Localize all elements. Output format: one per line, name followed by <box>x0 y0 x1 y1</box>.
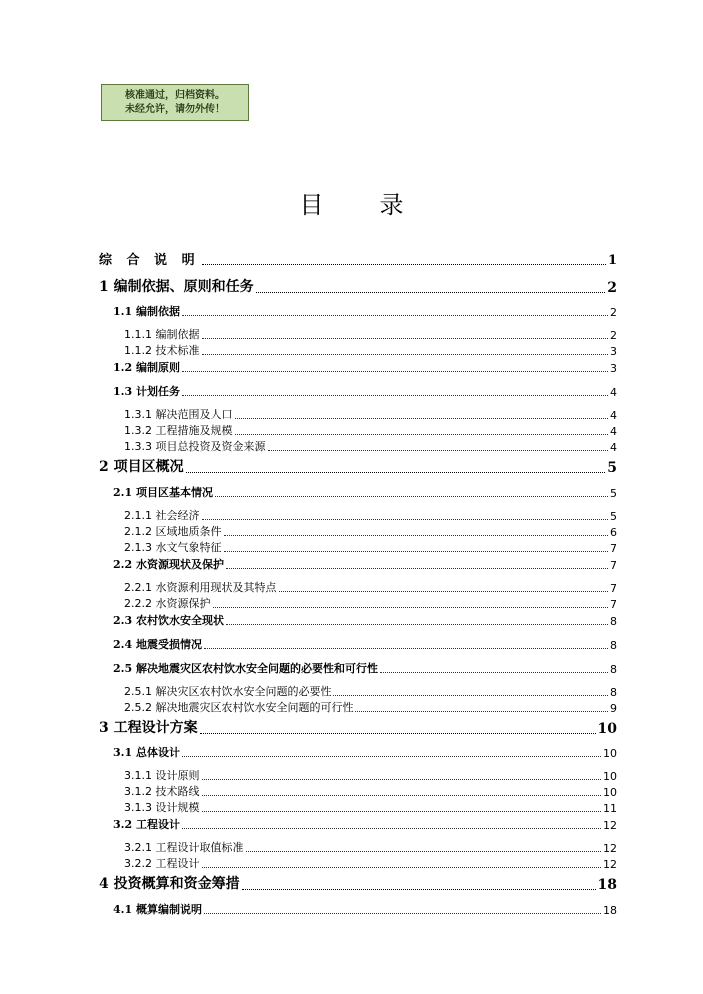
toc-entry[interactable] <box>99 276 617 296</box>
toc-entry-page: 4 <box>610 386 617 399</box>
toc-entry-label: 1.3.1 解决范围及人口 <box>124 408 233 421</box>
toc-entry-page: 3 <box>610 362 617 375</box>
toc-entry-page: 4 <box>610 425 617 438</box>
toc-entry-page: 6 <box>610 526 617 539</box>
toc-entry-page: 2 <box>610 306 617 319</box>
toc-entry-label: 2.5.1 解决灾区农村饮水安全问题的必要性 <box>124 685 332 698</box>
toc-entry[interactable] <box>124 343 617 358</box>
toc-entry-label: 3.2 工程设计 <box>113 818 180 831</box>
toc-entry-label: 1.1.1 编制依据 <box>124 328 200 341</box>
toc-entry-label: 1.2 编制原则 <box>113 361 180 374</box>
toc-entry[interactable] <box>124 407 617 422</box>
toc-dot-leader <box>256 291 606 293</box>
toc-entry-label: 2 项目区概况 <box>99 459 184 475</box>
toc-dot-leader <box>380 671 608 673</box>
toc-entry[interactable] <box>113 816 617 832</box>
toc-dot-leader <box>182 827 601 829</box>
toc-dot-leader <box>224 534 609 536</box>
toc-entry-page: 8 <box>610 615 617 628</box>
toc-dot-leader <box>202 337 609 339</box>
toc-entry-label: 2.3 农村饮水安全现状 <box>113 614 224 627</box>
toc-dot-leader <box>235 417 609 419</box>
toc-entry[interactable] <box>124 327 617 342</box>
toc-entry-label: 2.5.2 解决地震灾区农村饮水安全问题的可行性 <box>124 701 354 714</box>
toc-entry-page: 8 <box>610 663 617 676</box>
toc-entry-page: 4 <box>610 409 617 422</box>
toc-dot-leader <box>235 433 609 435</box>
toc-dot-leader <box>182 314 608 316</box>
toc-entry-page: 7 <box>610 582 617 595</box>
stamp-line-2: 未经允许，请勿外传！ <box>125 104 225 115</box>
toc-entry-label: 4.1 概算编制说明 <box>113 903 202 916</box>
toc-dot-leader <box>279 590 609 592</box>
toc-entry[interactable] <box>124 508 617 523</box>
toc-dot-leader <box>202 778 602 780</box>
toc-entry-label: 3 工程设计方案 <box>99 720 198 736</box>
toc-entry-label: 1 编制依据、原则和任务 <box>99 279 254 295</box>
toc-entry[interactable] <box>113 484 617 500</box>
toc-entry-page: 12 <box>603 842 617 855</box>
toc-entry-label: 3.2.1 工程设计取值标准 <box>124 841 244 854</box>
toc-entry-label: 3.1.3 设计规模 <box>124 801 200 814</box>
toc-entry[interactable] <box>124 580 617 595</box>
toc-entry[interactable] <box>124 768 617 783</box>
toc-entry[interactable] <box>113 636 617 652</box>
toc-entry[interactable] <box>124 423 617 438</box>
toc-entry-label: 2.1.3 水文气象特征 <box>124 541 222 554</box>
toc-entry[interactable] <box>124 700 617 715</box>
toc-dot-leader <box>202 866 602 868</box>
confidentiality-stamp <box>101 84 249 121</box>
toc-dot-leader <box>333 694 608 696</box>
toc-dot-leader <box>246 850 602 852</box>
toc-entry-page: 2 <box>610 329 617 342</box>
toc-entry-label: 1.1.2 技术标准 <box>124 344 200 357</box>
toc-dot-leader <box>202 353 609 355</box>
toc-entry-page: 7 <box>610 598 617 611</box>
toc-entry-page: 11 <box>603 802 617 815</box>
toc-dot-leader <box>182 370 608 372</box>
toc-entry-label: 2.2.1 水资源利用现状及其特点 <box>124 581 277 594</box>
toc-dot-leader <box>355 710 608 712</box>
toc-entry[interactable] <box>124 840 617 855</box>
toc-dot-leader <box>202 263 606 265</box>
toc-entry[interactable] <box>113 612 617 628</box>
page-title: 目录 <box>299 191 460 219</box>
toc-entry-label: 2.1 项目区基本情况 <box>113 486 213 499</box>
toc-entry[interactable] <box>113 660 617 676</box>
toc-entry[interactable] <box>99 717 617 737</box>
toc-dot-leader <box>268 449 609 451</box>
toc-dot-leader <box>182 755 601 757</box>
toc-entry-label: 2.2 水资源现状及保护 <box>113 558 224 571</box>
toc-entry-page: 7 <box>610 542 617 555</box>
toc-entry[interactable] <box>113 359 617 375</box>
toc-entry-label: 3.1.1 设计原则 <box>124 769 200 782</box>
toc-entry[interactable] <box>124 856 617 871</box>
toc-dot-leader <box>202 810 602 812</box>
toc-dot-leader <box>202 518 609 520</box>
toc-dot-leader <box>215 495 608 497</box>
toc-entry-page: 2 <box>607 280 617 296</box>
toc-entry-page: 8 <box>610 686 617 699</box>
stamp-line-1: 核准通过，归档资料。 <box>125 90 225 101</box>
toc-entry[interactable] <box>113 744 617 760</box>
toc-entry[interactable] <box>113 303 617 319</box>
toc-entry[interactable] <box>124 596 617 611</box>
toc-entry-label: 2.4 地震受损情况 <box>113 638 202 651</box>
toc-entry-page: 18 <box>597 877 617 893</box>
toc-entry-label: 2.1.1 社会经济 <box>124 509 200 522</box>
toc-dot-leader <box>186 471 606 473</box>
toc-entry-page: 3 <box>610 345 617 358</box>
toc-entry[interactable] <box>113 901 617 917</box>
toc-entry[interactable] <box>124 800 617 815</box>
toc-dot-leader <box>200 732 596 734</box>
toc-entry-label: 1.1 编制依据 <box>113 305 180 318</box>
toc-entry-page: 8 <box>610 639 617 652</box>
toc-entry-page: 4 <box>610 441 617 454</box>
toc-entry-label: 3.1 总体设计 <box>113 746 180 759</box>
toc-entry[interactable] <box>124 784 617 799</box>
toc-entry-page: 12 <box>603 819 617 832</box>
toc-entry-label: 3.1.2 技术路线 <box>124 785 200 798</box>
toc-entry-label: 2.1.2 区域地质条件 <box>124 525 222 538</box>
toc-entry-page: 10 <box>603 786 617 799</box>
toc-dot-leader <box>242 888 596 890</box>
toc-dot-leader <box>182 394 608 396</box>
toc-entry-label: 2.2.2 水资源保护 <box>124 597 211 610</box>
toc-dot-leader <box>226 567 608 569</box>
toc-entry-label: 1.3 计划任务 <box>113 385 180 398</box>
toc-dot-leader <box>226 623 608 625</box>
toc-entry[interactable] <box>124 540 617 555</box>
toc-dot-leader <box>202 794 602 796</box>
toc-entry-page: 5 <box>610 487 617 500</box>
toc-entry[interactable] <box>99 456 617 476</box>
toc-entry[interactable] <box>124 524 617 539</box>
toc-entry-page: 7 <box>610 559 617 572</box>
toc-dot-leader <box>213 606 609 608</box>
toc-entry-label: 1.3.3 项目总投资及资金来源 <box>124 440 266 453</box>
toc-entry-page: 10 <box>597 721 617 737</box>
toc-entry-page: 1 <box>607 253 617 268</box>
toc-entry-page: 10 <box>603 747 617 760</box>
toc-entry-page: 5 <box>607 460 617 476</box>
toc-entry-label: 1.3.2 工程措施及规模 <box>124 424 233 437</box>
toc-entry[interactable] <box>99 873 617 893</box>
toc-dot-leader <box>224 550 609 552</box>
toc-entry-label: 2.5 解决地震灾区农村饮水安全问题的必要性和可行性 <box>113 662 378 675</box>
toc-entry-label: 3.2.2 工程设计 <box>124 857 200 870</box>
toc-entry-page: 5 <box>610 510 617 523</box>
toc-entry-page: 18 <box>603 904 617 917</box>
toc-entry[interactable] <box>113 556 617 572</box>
toc-entry-page: 10 <box>603 770 617 783</box>
toc-dot-leader <box>204 912 601 914</box>
toc-entry-page: 12 <box>603 858 617 871</box>
toc-entry-label: 综 合 说 明 <box>99 253 200 268</box>
toc-entry-label: 4 投资概算和资金筹措 <box>99 876 240 892</box>
toc-entry[interactable] <box>124 684 617 699</box>
toc-entry[interactable] <box>124 439 617 454</box>
toc-dot-leader <box>204 647 608 649</box>
toc-entry[interactable] <box>113 383 617 399</box>
toc-entry[interactable] <box>99 248 617 268</box>
toc-entry-page: 9 <box>610 702 617 715</box>
